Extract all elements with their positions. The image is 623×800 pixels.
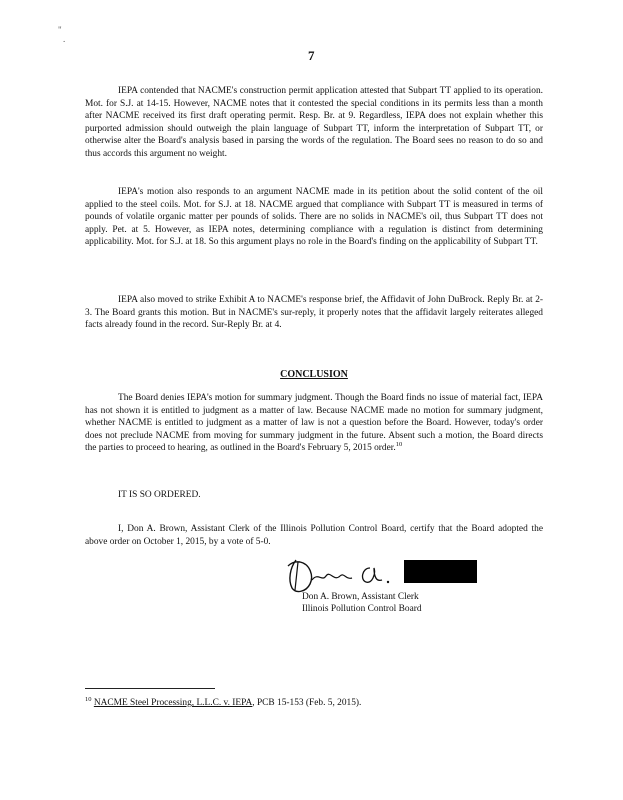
paragraph-solid-content: IEPA's motion also responds to an argument NACME made in its petition about the solid content of the oil applied to the steel coils. Mot. for S.J. at 18. NACME argued that compliance with Subpart TT is measured in terms of pounds of volatile organic matter per pounds of solids. There are no solids in NACME's oil, thus Subpart TT does not apply. Pet. at 5. However, as IEPA notes, determining compliance with a regulation is distinct from determining applicability. Mot. for S.J. at 18. So this argument plays no role in the Board's finding on the applicability of Subpart TT. <box>85 187 543 248</box>
corner-mark: " <box>58 25 62 35</box>
page-number: 7 <box>308 48 315 63</box>
conclusion-paragraph <box>85 392 543 455</box>
signer-name-title: Don A. Brown, Assistant Clerk <box>302 592 419 602</box>
certification-statement: I, Don A. Brown, Assistant Clerk of the Illinois Pollution Control Board, certify that the Board adopted the above order on October 1, 2015, by a vote of 5-0. <box>85 524 543 547</box>
footnote-reference: 10 <box>395 441 403 449</box>
conclusion-heading: CONCLUSION <box>280 369 348 380</box>
footnote-number: 10 <box>85 695 92 703</box>
paragraph-admission-argument: IEPA contended that NACME's construction permit application attested that Subpart TT applied to its operation. Mot. for S.J. at 14-15. However, NACME notes that it contested the special conditions in its permits less than a month after NACME received its first draft operating permit. Resp. Br. at 9. Regardless, IEPA does not explain whether this purported admission should outweigh the plain language of Subpart TT, inform the interpretation of Subpart TT, or otherwise alter the Board's analysis based in parsing the words of the regulation. The Board sees no reason to do so and thus accords this argument no weight. <box>85 86 543 159</box>
signer-organization: Illinois Pollution Control Board <box>302 603 422 614</box>
footnote-case-name: NACME Steel Processing, L.L.C. v. IEPA <box>93 698 253 708</box>
footnote-divider <box>85 688 215 689</box>
redaction-box <box>404 560 477 583</box>
signature-block <box>302 592 422 615</box>
so-ordered: IT IS SO ORDERED. <box>118 490 201 500</box>
paragraph-motion-to-strike: IEPA also moved to strike Exhibit A to NACME's response brief, the Affidavit of John DuBrock. Reply Br. at 2-3. The Board grants this motion. But in NACME's sur-reply, it properly notes that the affidavit largely reiterates alleged facts already found in the record. Sur-Reply Br. at 4. <box>85 295 543 331</box>
footnote <box>85 697 361 709</box>
footnote-citation: , PCB 15-153 (Feb. 5, 2015). <box>252 698 362 708</box>
corner-mark: . <box>63 34 66 44</box>
conclusion-text: The Board denies IEPA's motion for summary judgment. Though the Board finds no issue of material fact, IEPA has not shown it is entitled to judgment as a matter of law. Because NACME made no motion for summary judgment, whether NACME is entitled to judgment as a matter of law is not a question before the Board. However, today's order does not preclude NACME from moving for summary judgment in the future. Absent such a motion, the Board directs the parties to proceed to hearing, as outlined in the Board's February 5, 2015 order. <box>85 393 543 454</box>
